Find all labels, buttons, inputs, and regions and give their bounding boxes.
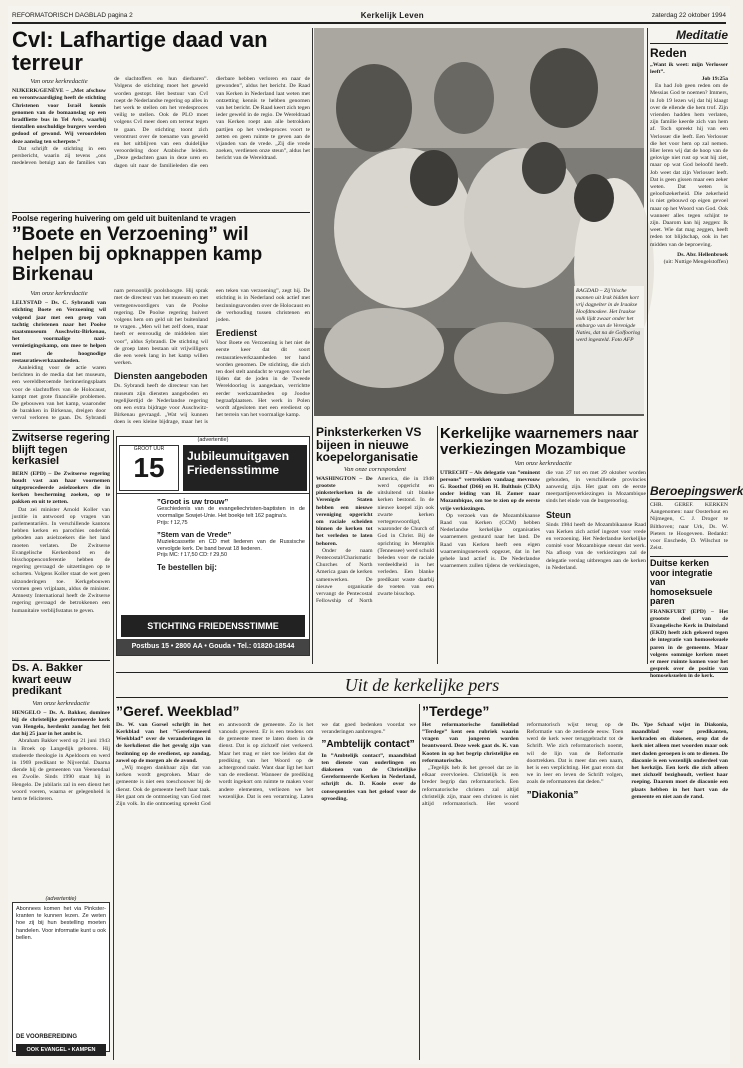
ad-product-1-price: Prijs: f 12,75 <box>157 519 188 526</box>
ad-title-block <box>183 445 307 491</box>
article-headline: ”Boete en Verzoening” wil helpen bij opknappen kamp Birkenau <box>12 224 263 286</box>
ad-title-1: Jubileumuitgaven <box>187 449 290 463</box>
article-kicker: Poolse regering huivering om geld uit buitenland te vragen <box>12 212 310 223</box>
article-headline: Ds. A. Bakker kwart eeuw predikant <box>12 660 110 698</box>
press-headline: ”Terdege” <box>422 703 490 719</box>
press-subhead: ”Diakonia” <box>526 789 579 801</box>
ad-label: (advertentie) <box>45 896 77 902</box>
article-byline: Van onze kerkredactie <box>30 78 88 86</box>
sidebar-headline: Reden <box>650 46 687 60</box>
sidebar-author-note: (uit: Nuttige Mengelstoffen) <box>663 259 728 266</box>
ad-logo: OOK EVANGEL • KAMPEN <box>16 1044 106 1056</box>
article-body: Dat schrijft de stichting in een persbericht, waarin zij tevens „ons medeleven betuigt aan de families van de slachtoffers en hun dierbaren”. Volgens de stichting moet het geweld worden gestopt. Het bestuur van CvI roept de Nederlandse regering op alles in het werk te stellen om het vredesproces veilig te stellen. Ook de PLO moet volgens CvI meer doen om terreur tegen te gaan. De stichting toont zich verontrust over de toename van geweld en het uitblijven van een duidelijke veroordeling door Arabische leiders. „Deze gedachten gaan in deze uren en dagen uit naar de familieleden die een dierbare hebben verloren en naar de gewonden”, aldus het bericht. De Raad van Kerken in Nederland laat weten met ontzetting kennis te hebben genomen van het bericht. De Raad keert zich tegen ieder geweld in de regio. De Wereldraad van Kerken roept aan alle betrokken partijen op het vredesproces voort te zetten en geen ruimte te geven aan de vijanden van de vrede. „Zij die vrede zoeken, verdienen onze steun”, aldus het bericht van de Wereldraad. <box>12 76 310 169</box>
ad-label: (advertentie) <box>197 437 229 443</box>
press-body: „Tegelijk heb ik het gevoel dat ze in elkaar overvloeien. Christelijk is een breder begrip dan reformatorisch. Een reformatorische christen zal altijd christelijk zijn, maar een christen is niet altijd reformatorisch. Het woord reformatorisch wijst terug op de Reformatie van de zestiende eeuw. Toen werd de kerk weer teruggebracht tot de Schrift. Wie zich reformatorisch noemt, wil de lijn van de Reformatie doortrekken. Dat is meer dan een naam, het is een verplichting. Het gaat erom dat we in leer en leven de Schrift volgen, zoals de reformatoren dat deden.” <box>422 721 624 807</box>
article-subhead-2: Eredienst <box>216 328 258 339</box>
article-byline: Van onze correspondent <box>343 465 407 473</box>
press-headline: ”Geref. Weekblad” <box>116 703 240 719</box>
ad-text: Abonnees komen het via Pinkster-kranten te kunnen lezen. Ze weten hoe zij bij hun bestelling moeten handelen. Voor informatie kunt u ook bellen. <box>16 906 106 941</box>
article-lead: UTRECHT – Als delegatie van ”eminent persons” vertrekken vandaag mevrouw G. Roothof (D66) en H. Bulthuis (CDA) onder leiding van H. Zomer naar Mozambique, om toe te zien op de eerste vrije verkiezingen. <box>440 469 540 512</box>
article-subhead: Diensten aangeboden <box>114 371 208 382</box>
press-body: „Wij mogen dankbaar zijn dat van kerken wordt gesproken. Maar de gemeente is niet een toeschouwer bij de dienst. Ook de gemeente heeft haar taak. Het gaat om de ontmoeting van God met Zijn volk. In die ontmoeting spreekt God en antwoordt de gemeente. Zo is het vanouds geweest. Er is een tendens om de gemeente meer te laten doen in de dienst. Dat is op zichzelf niet verkeerd. Maar het mag er niet toe leiden dat de prediking van het Woord op de achtergrond raakt. Want daar ligt het hart van de eredienst. Wanneer de prediking wordt ingekort om ruimte te maken voor andere elementen, verliezen we het wezenlijke. Dat is een verarming. Laten we dat goed bedenken voordat we veranderingen aanbrengen.” <box>116 721 416 807</box>
sidebar-author: Ds. Abr. Hellenbroek <box>677 251 728 258</box>
article-headline: Pinksterkerken VS bijeen in nieuwe koepelorganisatie <box>316 425 422 465</box>
ad-product-2-title: ”Stem van de Vrede” <box>157 529 232 539</box>
press-subtext: In ”Ambtelijk contact”, maandblad ten dienste van ouderlingen en diakenen van de Christelijke Gereformeerde Kerken in Nederland, schrijft ds. D. Koole over de consequenties van het geloof voor de opvoeding. <box>321 752 416 802</box>
ad-logo-number: 15 <box>133 452 165 483</box>
article-body: Dat zei minister Arnold Koller van justitie in antwoord op vragen van parlementariërs. In verschillende kantons hebben kerken en parochies onderdak geboden aan asielzoekers die het land moeten verlaten. De Zwitserse Evangelische Kerkenbond en de bisschoppenconferentie hebben de regering gevraagd de uitzettingen op te schorten. Volgens Koller staat de wet geen uitzonderingen toe. Kerkgebouwen vormen geen vrijplaats, aldus de minister. Amnesty International heeft de Zwitserse regering gevraagd de betrokkenen een humanitaire verblijfsstatus te geven. <box>12 506 110 614</box>
ad-product-2-text: Muziekcassette en CD met liederen van de Russische vervolgde kerk. De band bevat 18 liederen. <box>157 538 305 552</box>
article-body: Onder de naam Pentecostal/Charismatic Churches of North America gaan de kerken samenwerken. De nieuwe organisatie vervangt de Pentecostal Fellowship of North America, die in 1948 werd opgericht en uitsluitend uit blanke kerken bestond. In de nieuwe koepel zijn ook zwarte kerken vertegenwoordigd, waaronder de Church of God in Christ. Bij de oprichting in Memphis (Tennessee) werd schuld beleden voor de raciale verdeeldheid in het verleden. Een blanke predikant waste daarbij de voeten van een zwarte bisschop. <box>316 475 434 605</box>
advertisement-friedensstimme <box>116 436 310 656</box>
sidebar-body: En had Job geen reden om de Messias God te noemen? Immers, in Job 19 lezen wij dat hij klaagt over de ellende die hem trof. Zijn vrienden hadden hem verlaten, zijn familie keerde zich van hem af. Toch spreekt hij van een Verlosser die leeft. Een Verlosser die het voor hem op zal nemen. Hier leren wij dat de hoop van de gelovige niet rust op wat hij ziet, maar op wat God beloofd heeft. Job weet dat zijn Verlosser leeft. Dat is geen gissen maar een zeker weten. Dat weten is geloofszekerheid. Die zekerheid is niet gebouwd op eigen gevoel maar op het Woord van God. Ook wanneer alles tegen schijnt te zijn. Daarom kan hij zeggen: Ik weet. Wie dat mag zeggen, heeft reden tot blijdschap, ook in het midden van de beproeving. <box>650 83 728 248</box>
article-bakker <box>12 660 110 882</box>
sidebar-meditatie <box>650 28 728 480</box>
ad-organisation: STICHTING FRIEDENSSTIMME <box>121 615 305 637</box>
page-date: zaterdag 22 oktober 1994 <box>651 11 726 19</box>
ad-address: Postbus 15 • 2800 AA • Gouda • Tel.: 01820-18544 <box>117 639 309 655</box>
article-byline: Van onze kerkredactie <box>30 290 88 298</box>
article-body: Op verzoek van de Mozambikaanse Raad van Kerken (CCM) hebben Nederlandse kerkelijke organisaties waarnemers gestuurd naar het land. De Raad van Kerken heeft een eigen waarnemingsnetwerk opgezet, dat in het gehele land actief is. De Nederlandse waarnemers zullen tijdens de verkiezingen, die van 27 tot en met 29 oktober worden gehouden, in verschillende provincies aanwezig zijn. Het gaat om de eerste meerpartijenverkiezingen in Mozambique sinds het einde van de burgeroorlog. <box>440 469 646 570</box>
column-rule <box>647 28 648 664</box>
ad-product-2-price: Prijs MC: f 17,50 CD: f 29,50 <box>157 552 227 559</box>
column-rule <box>312 28 313 664</box>
article-headline: Kerkelijke waarnemers naar verkiezingen Mozambique <box>440 425 639 458</box>
article-byline: Van onze kerkredactie <box>514 459 572 467</box>
section-title: Kerkelijk Leven <box>360 10 424 20</box>
article-headline: CvI: Lafhartige daad van terreur <box>12 27 268 76</box>
press-subhead: ”Ambtelijk contact” <box>321 739 415 751</box>
article-pinksterkerken <box>316 426 434 664</box>
advertisement-2 <box>12 896 110 1060</box>
beroep-text-2: FRANKFURT (EPD) – Het grootste deel van de Evangelische Kerk in Duitsland (EKD) heeft zich gekeerd tegen de integratie van homoseksuele paren in de gemeente. Maar volgens sommige kerken moet er meer ruimte komen voor het gesprek over de positie van homoseksuelen in de kerk. <box>650 608 728 680</box>
column-rule <box>419 704 420 1060</box>
article-lead: WASHINGTON – De grootste pinksterkerken in de Verenigde Staten hebben een nieuwe vereniging opgericht om raciale scheiden binnen de kerken tot het verleden te laten behoren. <box>316 475 373 547</box>
article-cvi <box>12 28 310 208</box>
photo-caption <box>574 286 644 414</box>
ad-logo-text: GROOT UUR <box>133 446 165 452</box>
ad-product-1-title: ”Groot is uw trouw” <box>157 497 229 506</box>
article-body-2: Sinds 1984 heeft de Mozambikaanse Raad van Kerken zich actief ingezet voor vrede en verzoening. Het Nederlandse kerkelijke comité voor Mozambique steunt dat werk. Na afloop van de verkiezingen zal de delegatie verslag uitbrengen aan de kerken in Nederland. <box>546 521 646 571</box>
ad-jubilee-logo <box>119 445 179 491</box>
press-weekblad <box>116 704 416 1060</box>
press-lead: Ds. W. van Gorsel schrijft in het Kerkblad van het ”Gereformeerd Weekblad” over de veranderingen in de kerkdienst die het gevolg zijn van bezinning op de eredienst, op zondag, zowel op de morgen als de avond. <box>116 721 211 764</box>
column-rule <box>113 430 114 1060</box>
article-body-2: Ds. Sybrandi heeft de directeur van het museum zijn diensten aangeboden en tegelijkertijd de Nederlandse regering om een extra bijdrage voor Auschwitz-Birkenau gevraagd. „Wat wij kunnen doen is een kleine bijdrage, maar het is een teken van verzoening”, zegt hij. De stichting is in Nederland ook actief met bezinningsavonden over de Holocaust en de verhouding tussen christenen en joden. <box>114 288 310 426</box>
article-body: Aanleiding voor de actie waren berichten in de media dat het museum, een wereldberoemde herinneringsplaats voor de slachtoffers van de Holocaust, kampt met grote financiële problemen. De gebouwen van het kamp, waaronder de barakken in Birkenau, dreigen door verval verloren te gaan. Ds. Sybrandi nam persoonlijk poolshoogte. Hij sprak met de directeur van het museum en met vertegenwoordigers van de Poolse regering. De Poolse regering huivert volgens hem om geld uit het buitenland te vragen. „Men wil het zelf doen, maar heeft er eenvoudig de middelen niet voor”, aldus Sybrandi. De stichting wil de groep laten bestaan uit vrijwilligers die een week lang in het kamp willen werken. <box>12 288 208 422</box>
ad-product-1-text: Geschiedenis van de evangeliechristen-baptisten in de voormalige Sowjet-Unie. Het boekje telt 162 pagina’s. <box>157 506 305 519</box>
press-terdege <box>422 704 728 1060</box>
ad-company: DE VOORBEREIDING <box>16 1034 78 1040</box>
sidebar-quote: „Want ik weet: mijn Verlosser leeft”. <box>650 61 728 75</box>
ad-title-2: Friedensstimme <box>187 463 280 477</box>
article-body-3: Voor Boete en Verzoening is het niet de eerste keer dat dit soort restauratiewerkzaamheden ter hand worden genomen. De stichting, die zich ten doel stelt aandacht te vragen voor het lijden dat de joden in de Tweede Wereldoorlog is aangedaan, verrichtte eerder werkzaamheden op Joodse begraafplaatsen. Het werk in Polen wordt afgesloten met een eredienst op het terrein van het voormalige kamp. <box>216 340 310 419</box>
article-headline: Zwitserse regering blijft tegen kerkasiel <box>12 432 110 468</box>
article-lead: NIJKERK/GENÈVE – „Met afschuw en verontwaardiging heeft de stichting Christenen voor Israël kennis genomen van de bomaanslag op een bradfliette bus in Tel Aviv, waarbij tientallen onschuldige burgers werden gedood of gewond. Wij veroordelen deze aanslag ten scherpste.” <box>12 88 106 145</box>
article-zwitserland <box>12 430 110 654</box>
ad-order-label: Te bestellen bij: <box>157 562 217 572</box>
sidebar-reference: Job 19:25a <box>701 76 728 82</box>
sidebar-kicker: Meditatie <box>650 28 728 44</box>
article-byline: Van onze kerkredactie <box>32 699 90 707</box>
sidebar-beroepingswerk <box>650 484 743 680</box>
article-lead: LELYSTAD – Ds. C. Sybrandi van stichting Boete en Verzoening wil volgend jaar met een groep van tachtig christenen naar het Poolse staatsmuseum Auschwitz-Birkenau, het voormalige nazi-vernietigingskamp, om mee te helpen met de hoognodige restauratiewerkzaamheden. <box>12 300 106 364</box>
beroep-headline-2: Duitse kerken voor integratie van homoseksuele paren <box>650 556 728 606</box>
beroep-text: CHR. GEREF. KERKEN Aangenomen: naar Oosterhout en Nijmegen, C. J. Droger te Bilthoven; naar Urk, Ds. W. Pieters te Hoogeveen. Bedankt: voor Enschede, D. Wilschut te Zeist. <box>650 502 728 552</box>
page-header <box>12 8 726 24</box>
column-rule <box>437 426 438 664</box>
article-birkenau <box>12 212 310 426</box>
article-body: Abraham Bakker werd op 21 juni 1943 in Broek op Langedijk geboren. Hij studeerde theologie in Apeldoorn en werd in 1969 predikant te Nijverdal. Daarna diende hij de gemeenten van Veenendaal en Zwolle. Sinds 1990 staat hij in Hengelo. De jubilaris zal in een dienst het woord voeren, waarna er gelegenheid is hem te feliciteren. <box>12 738 110 803</box>
newspaper-page <box>8 6 743 1064</box>
article-lead: BERN (EPD) – De Zwitserse regering houdt vast aan haar voornemen uitgeprocedeerde asielzoekers die in kerken bescherming zoeken, op te pakken en uit te zetten. <box>12 470 110 506</box>
press-subtext: Ds. Ype Schaaf wijst in Diakonia, maandblad voor predikanten, kerkraden en diakenen, erop dat de kerk niet alleen met woorden maar ook met daden geroepen is om te dienen. De diaconie is een wezenlijk onderdeel van het kerkzijn. Een kerk die zich alleen met zichzelf bezighoudt, verliest haar roeping. Daarom moet de diaconie een plaats hebben in het hart van de gemeente en niet aan de rand. <box>631 721 728 800</box>
paper-name: REFORMATORISCH DAGBLAD pagina 2 <box>12 11 133 19</box>
caption-text: BAGDAD – Zij’itische mannen uit Irak bidden kort vrij dagpelter in de Iraakse Hoofdmoskee. Het Iraakse volk lijdt zwaar onder het embargo van de Verenigde Naties, dat na de Golfoorlog werd ingesteld. Foto AFP <box>576 288 641 343</box>
beroep-head: Beroepingswerk <box>650 484 743 498</box>
article-subhead: Steun <box>546 509 572 520</box>
press-lead: Het reformatorische familieblad ”Terdege” kent een rubriek waarin vragen van jongeren worden beantwoord. Deze week gaat ds. K. van Kooten in op het begrip christelijke en reformatorische. <box>422 721 519 764</box>
article-lead: HENGELO – Ds. A. Bakker, dominee bij de christelijke gereformeerde kerk van Hengelo, herdenkt zondag het feit dat hij 25 jaar in het ambt is. <box>12 709 110 738</box>
section-band: Uit de kerkelijke pers <box>116 672 728 698</box>
article-mozambique <box>440 426 646 664</box>
